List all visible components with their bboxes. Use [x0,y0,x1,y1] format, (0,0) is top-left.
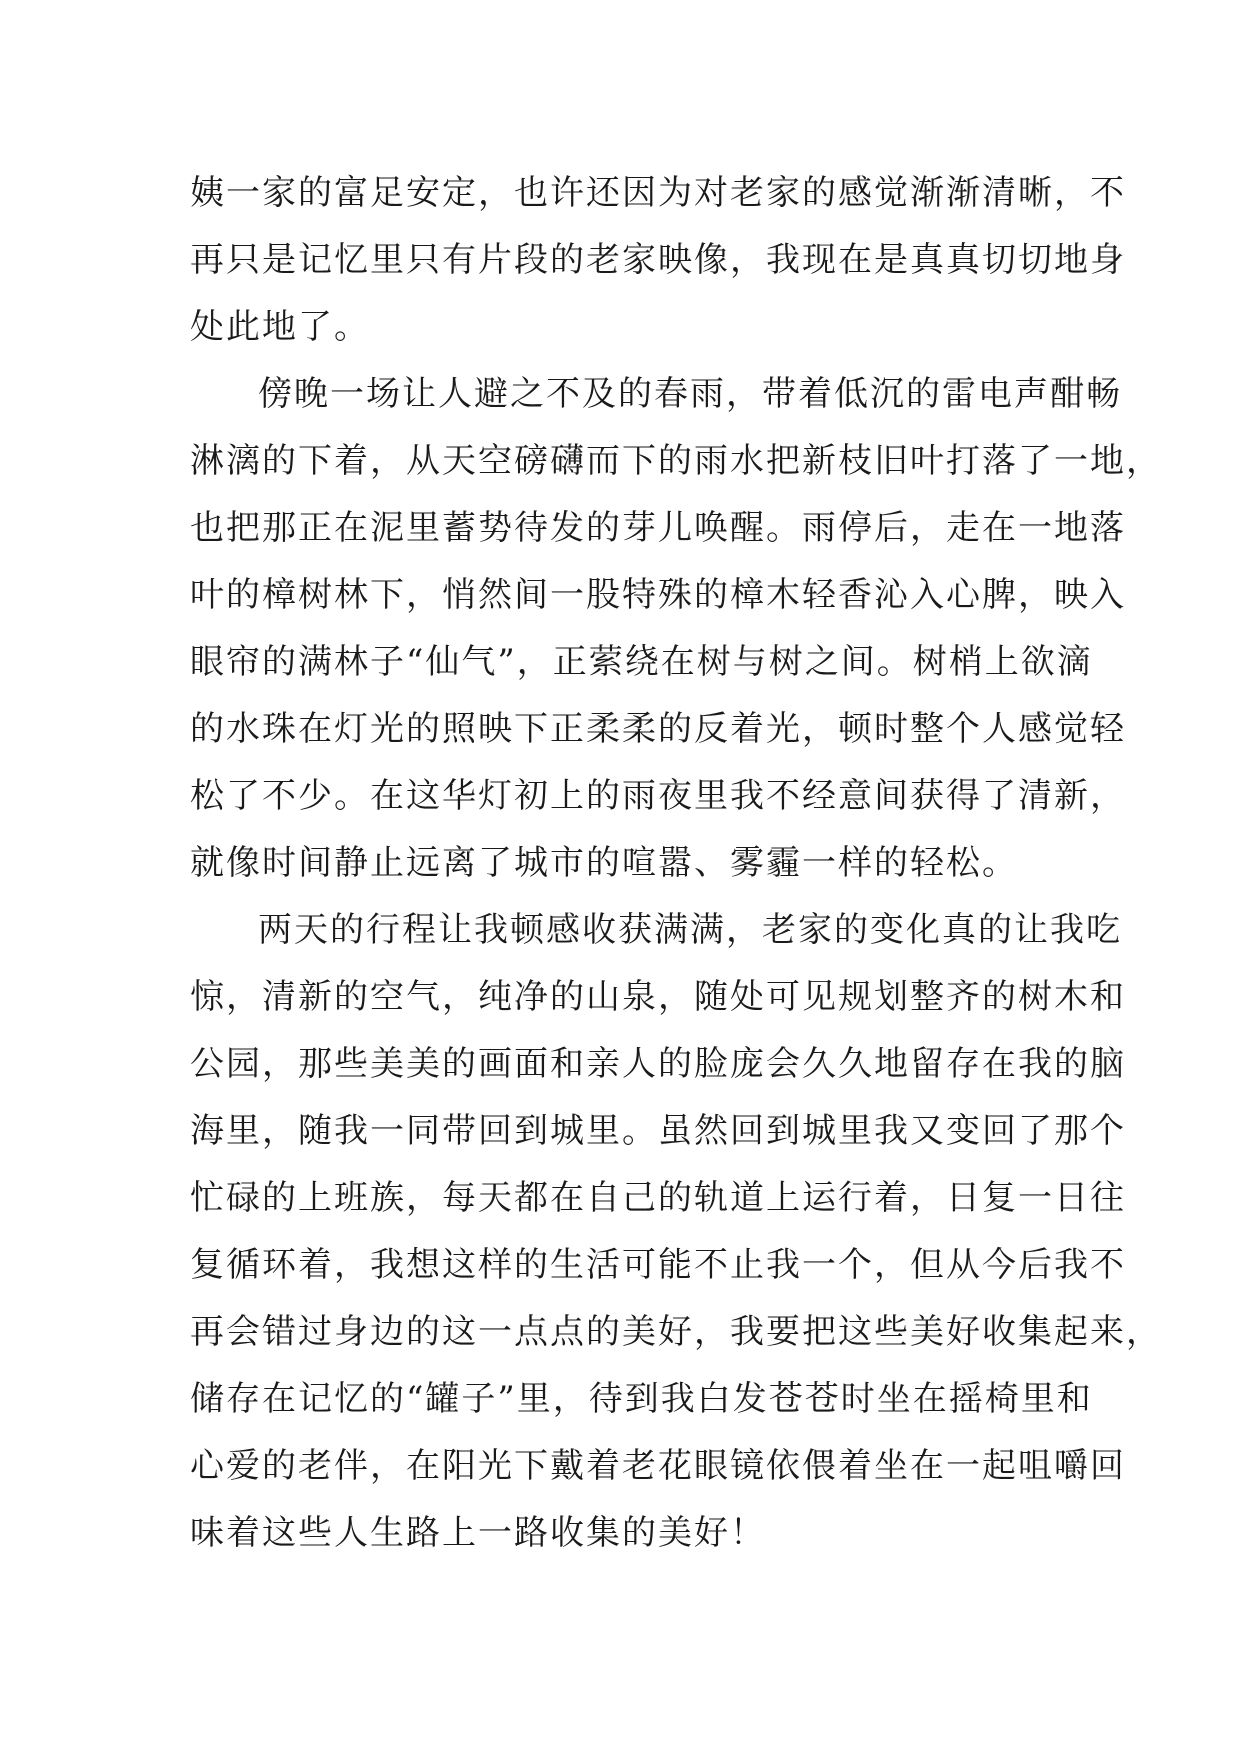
text-line: 姨一家的富足安定，也许还因为对老家的感觉渐渐清晰，不 [190,173,1126,213]
text-line: 淋漓的下着，从天空磅礴而下的雨水把新枝旧叶打落了一地， [190,441,1162,481]
text-line: 松了不少。在这华灯初上的雨夜里我不经意间获得了清新， [190,776,1126,816]
text-line: 再只是记忆里只有片段的老家映像，我现在是真真切切地身 [190,240,1126,280]
text-line: 就像时间静止远离了城市的喧嚣、雾霾一样的轻松。 [190,843,1018,883]
body-text [190,160,1162,1567]
text-line: 忙碌的上班族，每天都在自己的轨道上运行着，日复一日往 [190,1178,1126,1218]
text-line: 再会错过身边的这一点点的美好，我要把这些美好收集起来， [190,1312,1162,1352]
text-line: 海里，随我一同带回到城里。虽然回到城里我又变回了那个 [190,1111,1126,1151]
text-line: 叶的樟树林下，悄然间一股特殊的樟木轻香沁入心脾，映入 [190,575,1126,615]
paragraph-start-line: 傍晚一场让人避之不及的春雨，带着低沉的雷电声酣畅 [258,374,1122,414]
text-line: 惊，清新的空气，纯净的山泉，随处可见规划整齐的树木和 [190,977,1126,1017]
paragraph-start-line: 两天的行程让我顿感收获满满，老家的变化真的让我吃 [258,910,1122,950]
text-line: 的水珠在灯光的照映下正柔柔的反着光，顿时整个人感觉轻 [190,709,1126,749]
text-line: 储存在记忆的“罐子”里，待到我白发苍苍时坐在摇椅里和 [190,1379,1093,1419]
text-line: 公园，那些美美的画面和亲人的脸庞会久久地留存在我的脑 [190,1044,1126,1084]
text-line: 心爱的老伴，在阳光下戴着老花眼镜依偎着坐在一起咀嚼回 [190,1446,1126,1486]
text-line: 眼帘的满林子“仙气”，正萦绕在树与树之间。树梢上欲滴 [190,642,1093,682]
text-line: 复循环着，我想这样的生活可能不止我一个，但从今后我不 [190,1245,1126,1285]
text-line: 处此地了。 [190,307,370,347]
text-line: 味着这些人生路上一路收集的美好！ [190,1513,766,1553]
text-line: 也把那正在泥里蓄势待发的芽儿唤醒。雨停后，走在一地落 [190,508,1126,548]
